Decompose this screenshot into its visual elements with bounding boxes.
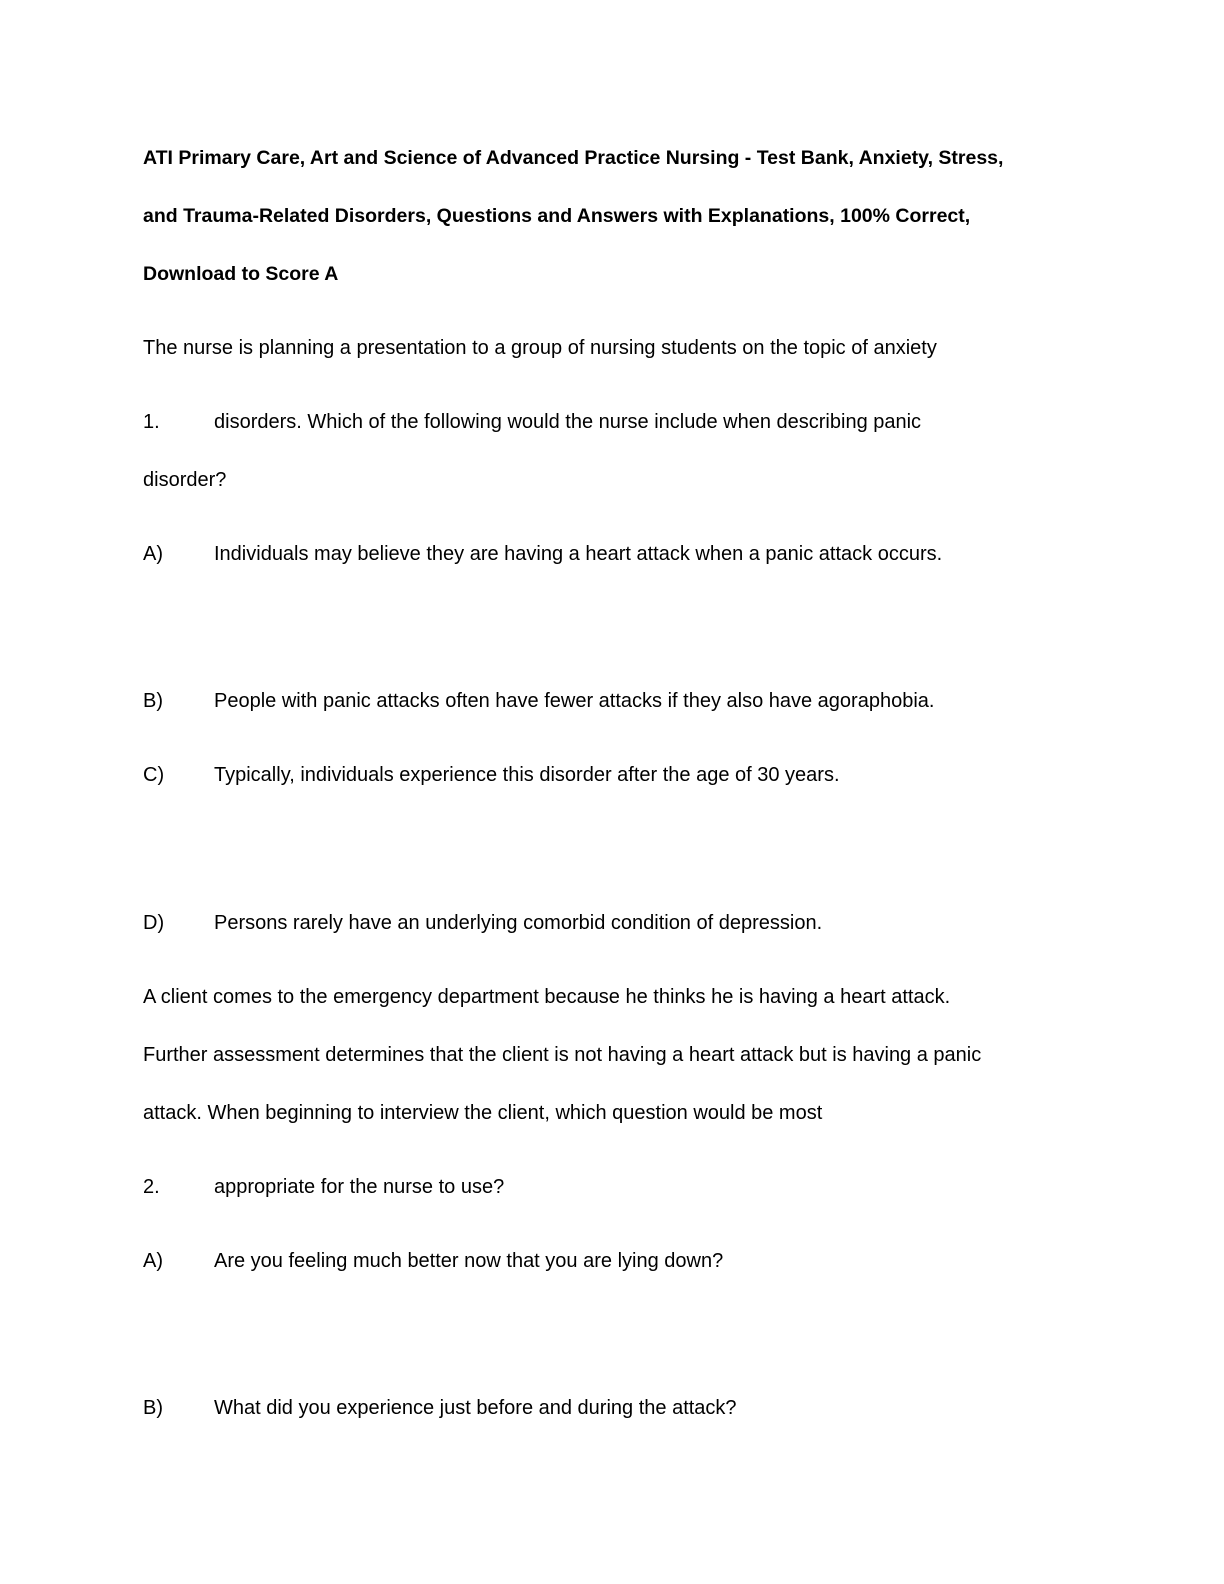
question-2-stem: appropriate for the nurse to use? bbox=[214, 1176, 505, 1198]
question-1-option-c-text: Typically, individuals experience this disorder after the age of 30 years. bbox=[214, 764, 840, 786]
question-1-number: 1. bbox=[143, 411, 160, 433]
question-1-option-c-label: C) bbox=[143, 764, 165, 786]
question-1-stem-continued: disorder? bbox=[143, 469, 227, 491]
question-1-stem: disorders. Which of the following would the nurse include when describing panic bbox=[214, 411, 922, 433]
question-1-option-a-text: Individuals may believe they are having a heart attack when a panic attack occurs. bbox=[214, 543, 943, 565]
question-2-option-a-text: Are you feeling much better now that you are lying down? bbox=[214, 1250, 724, 1272]
question-1-intro: The nurse is planning a presentation to a group of nursing students on the topic of anxiety bbox=[143, 337, 937, 359]
question-2-intro-line-2: Further assessment determines that the client is not having a heart attack but is having a panic bbox=[143, 1044, 982, 1066]
document-title-line-1: ATI Primary Care, Art and Science of Advanced Practice Nursing - Test Bank, Anxiety, Stress, bbox=[143, 147, 1004, 169]
question-2-option-b-label: B) bbox=[143, 1397, 163, 1419]
question-2-option-b-text: What did you experience just before and during the attack? bbox=[214, 1397, 737, 1419]
question-1-option-d-label: D) bbox=[143, 912, 165, 934]
question-2-number: 2. bbox=[143, 1176, 160, 1198]
question-1-option-b-text: People with panic attacks often have fewer attacks if they also have agoraphobia. bbox=[214, 690, 935, 712]
question-2-option-a-label: A) bbox=[143, 1250, 163, 1272]
document-title-line-2: and Trauma-Related Disorders, Questions and Answers with Explanations, 100% Correct, bbox=[143, 205, 971, 227]
question-1-option-a-label: A) bbox=[143, 543, 163, 565]
question-1-option-b-label: B) bbox=[143, 690, 163, 712]
document-title-line-3: Download to Score A bbox=[143, 263, 339, 285]
question-2-intro-line-1: A client comes to the emergency department because he thinks he is having a heart attack. bbox=[143, 986, 951, 1008]
question-1-option-d-text: Persons rarely have an underlying comorbid condition of depression. bbox=[214, 912, 823, 934]
question-2-intro-line-3: attack. When beginning to interview the client, which question would be most bbox=[143, 1102, 823, 1124]
